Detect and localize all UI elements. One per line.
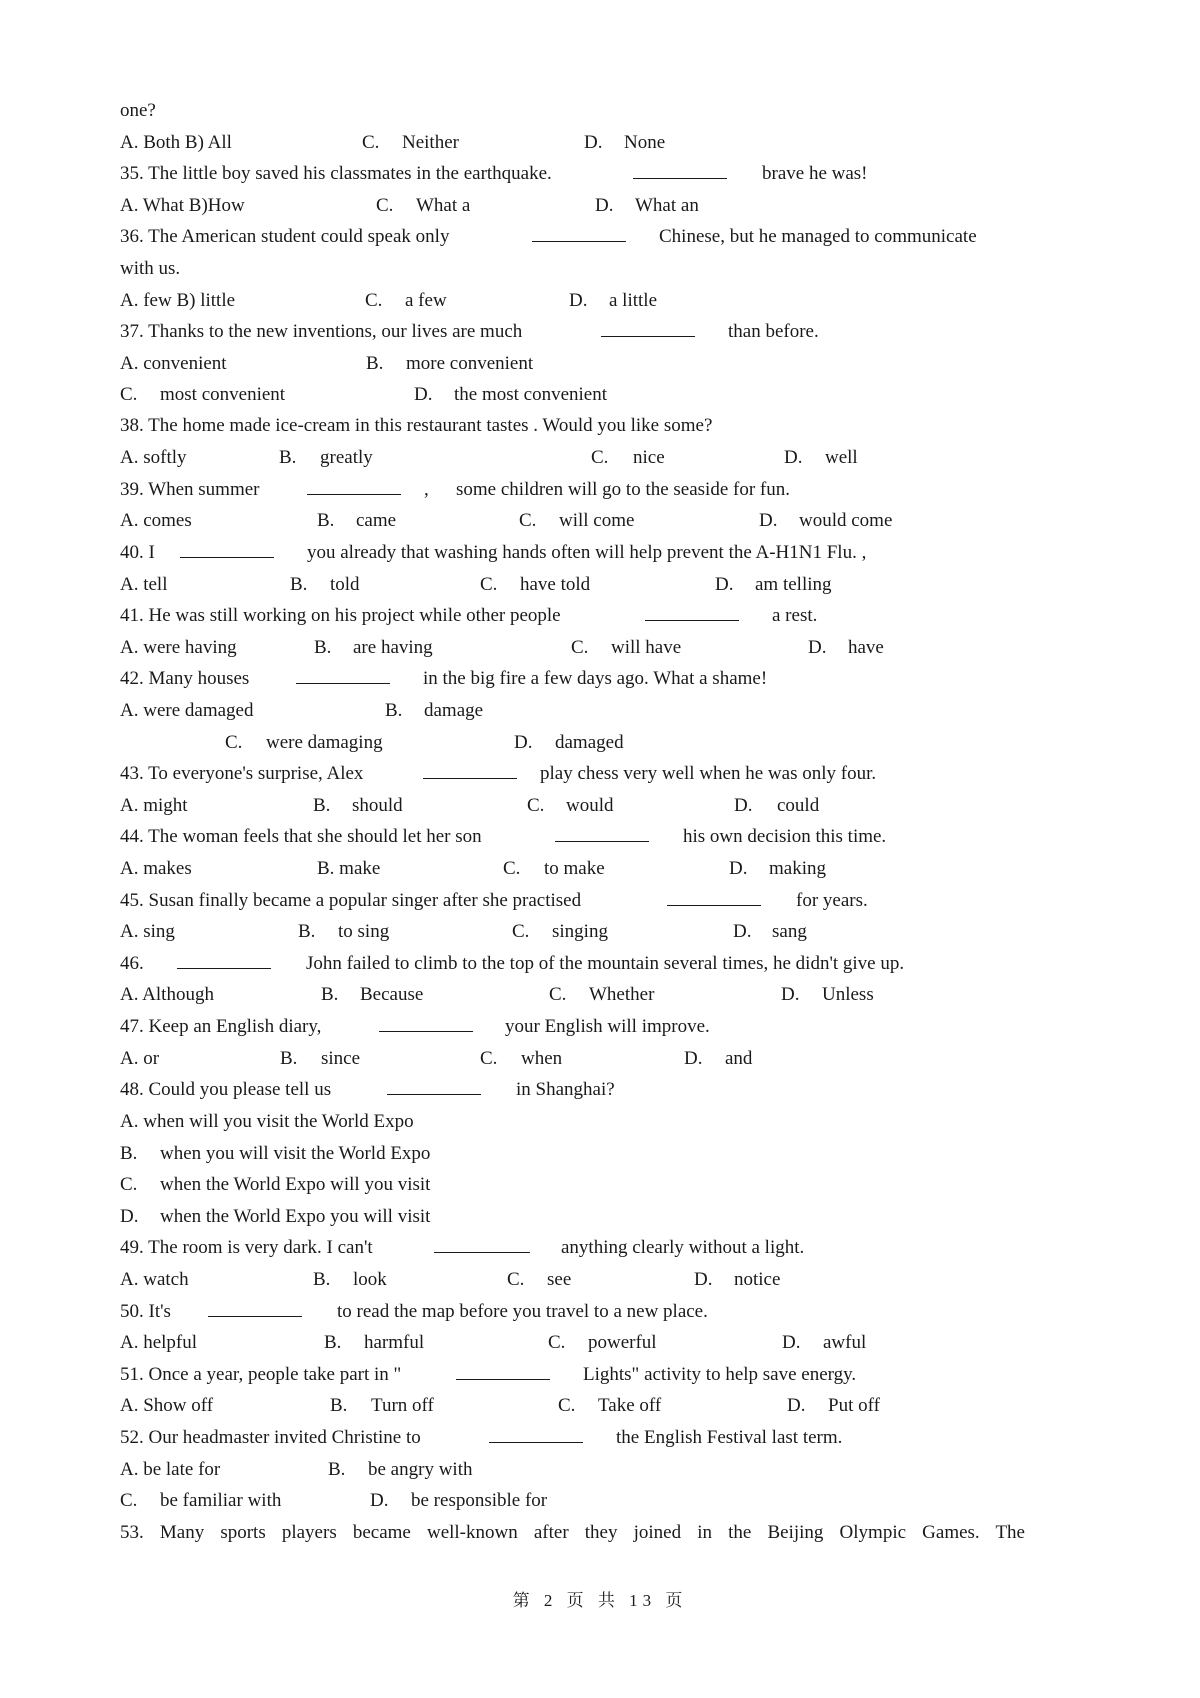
line-text: A. helpful xyxy=(120,1332,198,1353)
answer-blank xyxy=(296,664,390,694)
answer-blank xyxy=(532,222,626,252)
line-text: damaged xyxy=(555,732,624,753)
line-text: 46. xyxy=(120,953,144,974)
line-text: singing xyxy=(552,921,608,942)
line-text: to make xyxy=(544,858,605,879)
line-text: B. xyxy=(120,1143,138,1164)
line-text: could xyxy=(777,795,820,816)
line-text: damage xyxy=(424,700,484,721)
line-text: Put off xyxy=(828,1395,880,1416)
line-text: greatly xyxy=(320,447,373,468)
line-text: Chinese, but he managed to communicate xyxy=(659,226,977,247)
answer-blank xyxy=(379,1012,473,1042)
line-text: powerful xyxy=(588,1332,657,1353)
line-text: making xyxy=(769,858,826,879)
line-text: , xyxy=(424,479,429,500)
answer-blank xyxy=(307,475,401,505)
line-text: to sing xyxy=(338,921,390,942)
line-text: in Shanghai? xyxy=(516,1079,615,1100)
line-text: am telling xyxy=(755,574,832,595)
line-text: harmful xyxy=(364,1332,425,1353)
line-text: were damaging xyxy=(266,732,383,753)
line-text: see xyxy=(547,1269,572,1290)
line-text: What a xyxy=(416,195,471,216)
line-text: C. xyxy=(120,384,138,405)
line-text: 50. It's xyxy=(120,1301,171,1322)
line-text: Unless xyxy=(822,984,874,1005)
line-text: D. xyxy=(694,1269,713,1290)
line-text: Whether xyxy=(589,984,655,1005)
line-text: John failed to climb to the top of the mountain several times, he didn't give up. xyxy=(306,953,905,974)
answer-blank xyxy=(387,1075,481,1105)
line-text: C. xyxy=(376,195,394,216)
line-text: the most convenient xyxy=(454,384,608,405)
line-text: Neither xyxy=(402,132,459,153)
line-text: when the World Expo will you visit xyxy=(160,1174,431,1195)
line-text: D. xyxy=(120,1206,139,1227)
line-text: D. xyxy=(787,1395,806,1416)
line-text: B. xyxy=(313,1269,331,1290)
line-text: 39. When summer xyxy=(120,479,260,500)
line-text: D. xyxy=(514,732,533,753)
line-text: since xyxy=(321,1048,361,1069)
line-text: C. xyxy=(571,637,589,658)
line-text: B. xyxy=(366,353,384,374)
line-text: Turn off xyxy=(371,1395,434,1416)
answer-blank xyxy=(667,886,761,916)
line-text: a few xyxy=(405,290,447,311)
line-text: B. xyxy=(317,510,335,531)
line-text: be angry with xyxy=(368,1459,473,1480)
line-text: will have xyxy=(611,637,682,658)
answer-blank xyxy=(456,1360,550,1390)
line-text: 42. Many houses xyxy=(120,668,250,689)
answer-blank xyxy=(645,601,739,631)
line-text: D. xyxy=(569,290,588,311)
line-text: 44. The woman feels that she should let her son xyxy=(120,826,482,847)
line-text: look xyxy=(353,1269,387,1290)
line-text: D. xyxy=(414,384,433,405)
line-text: A. were having xyxy=(120,637,237,658)
line-text: 40. I xyxy=(120,542,155,563)
line-text: brave he was! xyxy=(762,163,868,184)
page-footer: 第 2 页 共 13 页 xyxy=(512,1591,688,1610)
line-text: when you will visit the World Expo xyxy=(160,1143,431,1164)
line-text: B. xyxy=(328,1459,346,1480)
line-text: should xyxy=(352,795,403,816)
line-text: C. xyxy=(548,1332,566,1353)
line-text: A. Show off xyxy=(120,1395,214,1416)
line-text: A. convenient xyxy=(120,353,227,374)
line-text: 53. Many sports players became well-known after they joined in the Beijing Olympic Games. The xyxy=(120,1522,1025,1543)
line-text: D. xyxy=(595,195,614,216)
line-text: What an xyxy=(635,195,699,216)
line-text: C. xyxy=(120,1490,138,1511)
line-text: C. xyxy=(362,132,380,153)
answer-blank xyxy=(180,538,274,568)
line-text: 47. Keep an English diary, xyxy=(120,1016,322,1037)
line-text: D. xyxy=(729,858,748,879)
line-text: D. xyxy=(684,1048,703,1069)
line-text: A. softly xyxy=(120,447,187,468)
line-text: told xyxy=(330,574,360,595)
answer-blank xyxy=(555,822,649,852)
answer-blank xyxy=(423,759,517,789)
line-text: D. xyxy=(715,574,734,595)
line-text: 38. The home made ice-cream in this restaurant tastes . Would you like some? xyxy=(120,415,713,436)
line-text: more convenient xyxy=(406,353,534,374)
line-text: in the big fire a few days ago. What a shame! xyxy=(423,668,768,689)
line-text: 52. Our headmaster invited Christine to xyxy=(120,1427,421,1448)
line-text: and xyxy=(725,1048,753,1069)
line-text: B. xyxy=(314,637,332,658)
line-text: sang xyxy=(772,921,807,942)
line-text: A. watch xyxy=(120,1269,189,1290)
line-text: C. xyxy=(549,984,567,1005)
line-text: A. makes xyxy=(120,858,192,879)
line-text: D. xyxy=(370,1490,389,1511)
line-text: when xyxy=(521,1048,563,1069)
line-text: his own decision this time. xyxy=(683,826,887,847)
answer-blank xyxy=(177,949,271,979)
line-text: B. xyxy=(330,1395,348,1416)
line-text: D. xyxy=(808,637,827,658)
line-text: A. Although xyxy=(120,984,214,1005)
line-text: the English Festival last term. xyxy=(616,1427,843,1448)
line-text: D. xyxy=(759,510,778,531)
line-text: your English will improve. xyxy=(505,1016,710,1037)
line-text: 37. Thanks to the new inventions, our lives are much xyxy=(120,321,523,342)
line-text: some children will go to the seaside for fun. xyxy=(456,479,791,500)
line-text: play chess very well when he was only four. xyxy=(540,763,877,784)
line-text: 43. To everyone's surprise, Alex xyxy=(120,763,364,784)
line-text: B. make xyxy=(317,858,381,879)
line-text: 35. The little boy saved his classmates in the earthquake. xyxy=(120,163,552,184)
line-text: B. xyxy=(313,795,331,816)
line-text: A. Both B) All xyxy=(120,132,232,153)
line-text: be responsible for xyxy=(411,1490,548,1511)
line-text: you already that washing hands often will help prevent the A-H1N1 Flu. , xyxy=(307,542,867,563)
line-text: D. xyxy=(781,984,800,1005)
line-text: anything clearly without a light. xyxy=(561,1237,805,1258)
line-text: D. xyxy=(584,132,603,153)
line-text: a rest. xyxy=(772,605,818,626)
line-text: would xyxy=(566,795,614,816)
line-text: one? xyxy=(120,100,156,121)
line-text: be familiar with xyxy=(160,1490,282,1511)
answer-blank xyxy=(434,1233,530,1263)
line-text: when the World Expo you will visit xyxy=(160,1206,431,1227)
line-text: are having xyxy=(353,637,433,658)
line-text: 36. The American student could speak only xyxy=(120,226,450,247)
line-text: A. be late for xyxy=(120,1459,221,1480)
line-text: B. xyxy=(280,1048,298,1069)
line-text: B. xyxy=(279,447,297,468)
line-text: C. xyxy=(558,1395,576,1416)
line-text: None xyxy=(624,132,666,153)
line-text: awful xyxy=(823,1332,867,1353)
line-text: to read the map before you travel to a new place. xyxy=(337,1301,708,1322)
line-text: 48. Could you please tell us xyxy=(120,1079,332,1100)
line-text: C. xyxy=(365,290,383,311)
line-text: C. xyxy=(225,732,243,753)
line-text: nice xyxy=(633,447,665,468)
line-text: B. xyxy=(321,984,339,1005)
line-text: Lights" activity to help save energy. xyxy=(583,1364,857,1385)
line-text: D. xyxy=(784,447,803,468)
line-text: A. sing xyxy=(120,921,175,942)
line-text: A. What B)How xyxy=(120,195,245,216)
line-text: C. xyxy=(120,1174,138,1195)
line-text: well xyxy=(825,447,858,468)
line-text: 45. Susan finally became a popular singer after she practised xyxy=(120,890,582,911)
line-text: A. or xyxy=(120,1048,160,1069)
line-text: D. xyxy=(782,1332,801,1353)
answer-blank xyxy=(489,1423,583,1453)
answer-blank xyxy=(208,1297,302,1327)
line-text: came xyxy=(356,510,397,531)
line-text: C. xyxy=(480,574,498,595)
line-text: C. xyxy=(512,921,530,942)
line-text: for years. xyxy=(796,890,868,911)
line-text: C. xyxy=(507,1269,525,1290)
line-text: 49. The room is very dark. I can't xyxy=(120,1237,373,1258)
line-text: C. xyxy=(591,447,609,468)
line-text: B. xyxy=(290,574,308,595)
line-text: A. were damaged xyxy=(120,700,254,721)
line-text: A. comes xyxy=(120,510,192,531)
line-text: will come xyxy=(559,510,635,531)
line-text: have xyxy=(848,637,884,658)
line-text: B. xyxy=(298,921,316,942)
line-text: B. xyxy=(385,700,403,721)
line-text: a little xyxy=(609,290,658,311)
line-text: C. xyxy=(527,795,545,816)
line-text: A. when will you visit the World Expo xyxy=(120,1111,414,1132)
line-text: C. xyxy=(519,510,537,531)
line-text: A. might xyxy=(120,795,188,816)
line-text: Because xyxy=(360,984,424,1005)
line-text: D. xyxy=(733,921,752,942)
line-text: D. xyxy=(734,795,753,816)
line-text: A. few B) little xyxy=(120,290,236,311)
line-text: most convenient xyxy=(160,384,286,405)
line-text: Take off xyxy=(598,1395,662,1416)
line-text: than before. xyxy=(728,321,819,342)
line-text: have told xyxy=(520,574,591,595)
line-text: A. tell xyxy=(120,574,168,595)
line-text: C. xyxy=(503,858,521,879)
line-text: with us. xyxy=(120,258,181,279)
line-text: 51. Once a year, people take part in " xyxy=(120,1364,402,1385)
line-text: would come xyxy=(799,510,893,531)
answer-blank xyxy=(633,159,727,189)
answer-blank xyxy=(601,317,695,347)
line-text: C. xyxy=(480,1048,498,1069)
line-text: 41. He was still working on his project while other people xyxy=(120,605,561,626)
line-text: notice xyxy=(734,1269,781,1290)
line-text: B. xyxy=(324,1332,342,1353)
